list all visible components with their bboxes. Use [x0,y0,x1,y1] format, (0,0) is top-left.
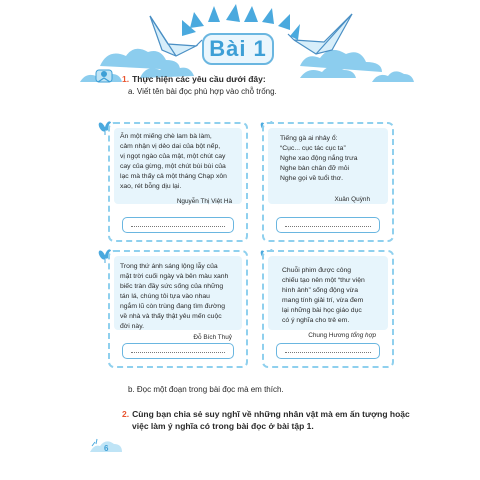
reading-card-2 [262,122,394,242]
question-2 [122,409,410,419]
reading-card-3 [108,250,248,368]
question-2-line-2: việc làm ý nghĩa có trong bài đọc ở bài tập 1. [132,421,314,431]
card-1-author: Nguyễn Thị Việt Hà [176,198,232,205]
page-number: 6 [104,444,109,453]
instruction-a: a. Viết tên bài đọc phù hợp vào chỗ trống. [128,87,277,96]
reading-card-4 [262,250,394,368]
card-4-text: Chuỗi phim được công chiếu tạo nên một “thư viện hình ảnh” sống động vừa mang tính giải trí, vừa đem lại những bài học giáo dục có ý nghĩa cho trẻ em. [282,267,365,324]
question-number: 2. [122,409,130,419]
question-number: 1. [122,74,130,84]
card-1-text: Ăn một miếng chè lam bà làm, cảm nhận vị dẻo dai của bột nếp, vị ngọt ngào của mật, một chút cay cay của gừng, một chút bùi bùi của lạc mà thấy cả một tháng Chạp xôn xao, rét bỗng dịu lại. [120,133,227,190]
card-4-author: Chung Hương tổng hợp [308,332,376,339]
lesson-title: Bài 1 [202,33,274,65]
card-2-text: Tiếng gà ai nhảy ổ: “Cục... cục tác cục ta” Nghe xao động nắng trưa Nghe bàn chân đỡ mỏi Nghe gọi về tuổi thơ. [280,135,358,182]
instruction-b: b. Đọc một đoạn trong bài đọc mà em thích. [128,385,284,394]
card-2-author: Xuân Quỳnh [334,196,370,203]
answer-field-3[interactable] [122,343,234,359]
card-3-author: Đỗ Bích Thuỷ [193,334,232,341]
question-text: Thực hiện các yêu cầu dưới đây: [132,74,266,84]
answer-field-1[interactable] [122,217,234,233]
reading-icon [94,66,114,86]
question-1 [122,74,266,84]
question-text: Cùng bạn chia sẻ suy nghĩ về những nhân vật mà em ấn tượng hoặc [132,409,410,419]
answer-field-2[interactable] [276,217,380,233]
card-3-text: Trong thứ ánh sáng lộng lẫy của mặt trời cuối ngày và bên màu xanh biếc tràn đầy sức sống của những tán lá, chúng tôi tựa vào nhau ngắm lũ còn trùng đang tìm đường về nhà và thấy thật yêu mến cuộc đời này. [120,263,229,330]
reading-card-1 [108,122,248,242]
answer-field-4[interactable] [276,343,380,359]
